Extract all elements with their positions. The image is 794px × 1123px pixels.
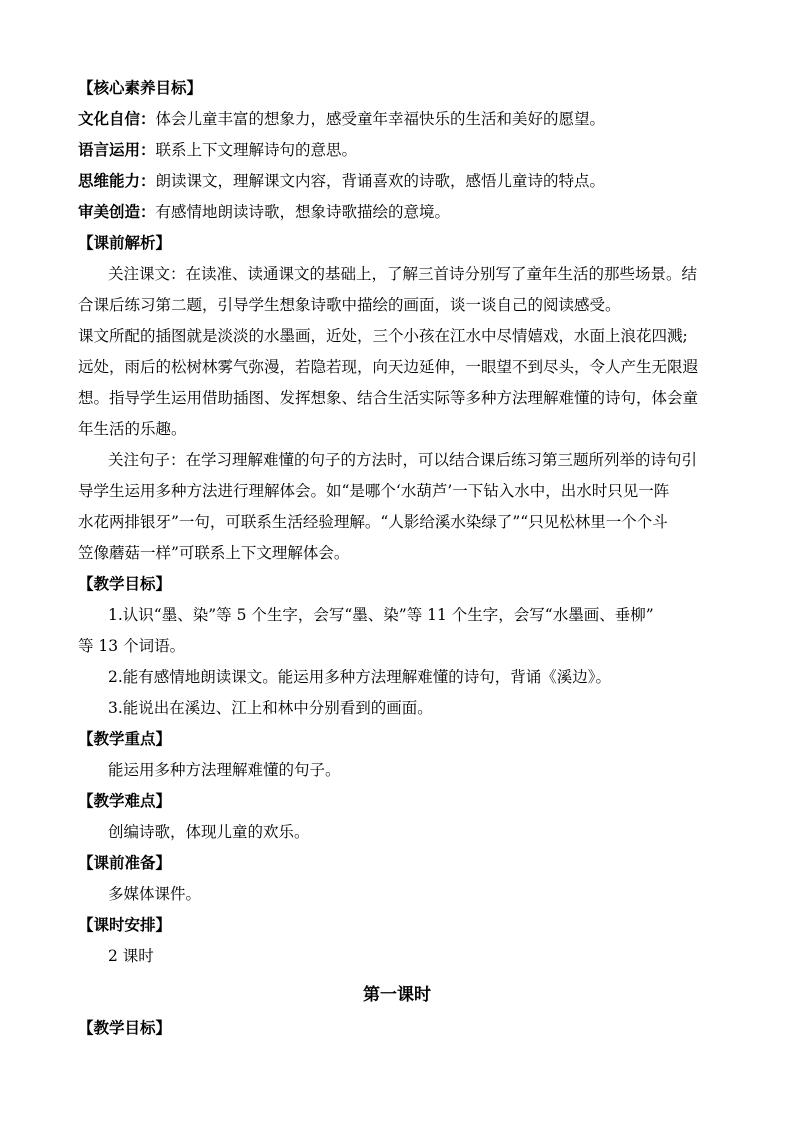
analysis-line: 远处，雨后的松树林雾气弥漫，若隐若现，向天边延伸，一眼望不到尽头，令人产生无限遐 (78, 358, 699, 376)
core-item-text: 朗读课文，理解课文内容，背诵喜欢的诗歌，感悟儿童诗的特点。 (155, 172, 606, 190)
heading-schedule: 【课时安排】 (78, 915, 172, 934)
core-item-label: 文化自信： (78, 109, 156, 128)
core-item-label: 语言运用： (78, 140, 156, 159)
heading-difficulty: 【教学难点】 (78, 791, 172, 810)
heading-preparation: 【课前准备】 (78, 853, 172, 872)
core-item-text: 联系上下文理解诗句的意思。 (155, 141, 358, 159)
heading-key-point: 【教学重点】 (78, 729, 172, 748)
core-item-thinking (78, 171, 728, 191)
heading-core-goals: 【核心素养目标】 (78, 78, 203, 97)
key-point-text: 能运用多种方法理解难懂的句子。 (108, 761, 341, 779)
analysis-line: 关注课文：在读准、读通课文的基础上，了解三首诗分别写了童年生活的那些场景。结 (108, 265, 698, 283)
core-item-language (78, 140, 728, 160)
goal-line: 3.能说出在溪边、江上和林中分别看到的画面。 (108, 699, 433, 717)
analysis-line: 课文所配的插图就是淡淡的水墨画，近处，三个小孩在江水中尽情嬉戏，水面上浪花四溅; (78, 327, 688, 345)
analysis-line: 导学生运用多种方法进行理解体会。如“是哪个‘水葫芦’一下钻入水中，出水时只见一阵 (78, 482, 670, 500)
core-item-aesthetic (78, 202, 728, 222)
analysis-line: 关注句子：在学习理解难懂的句子的方法时，可以结合课后练习第三题所列举的诗句引 (108, 451, 698, 469)
heading-teaching-goals-2: 【教学目标】 (78, 1018, 172, 1037)
goal-line: 等 13 个词语。 (78, 637, 186, 655)
difficulty-text: 创编诗歌，体现儿童的欢乐。 (108, 823, 310, 841)
core-item-text: 有感情地朗读诗歌，想象诗歌描绘的意境。 (155, 203, 451, 221)
goal-line: 2.能有感情地朗读课文。能运用多种方法理解难懂的诗句，背诵《溪边》。 (108, 668, 612, 686)
heading-teaching-goals: 【教学目标】 (78, 574, 172, 593)
analysis-line: 笠像蘑菇一样”可联系上下文理解体会。 (78, 544, 350, 562)
core-item-label: 思维能力： (78, 171, 156, 190)
core-item-culture (78, 109, 728, 129)
analysis-line: 水花两排银牙”一句，可联系生活经验理解。“人影给溪水染绿了”“只见松林里一个个斗 (78, 513, 668, 531)
analysis-line: 合课后练习第二题，引导学生想象诗歌中描绘的画面，谈一谈自己的阅读感受。 (78, 296, 621, 314)
goal-line: 1.认识“墨、染”等 5 个生字，会写“墨、染”等 11 个生字，会写“水墨画、垂柳” (108, 606, 654, 624)
analysis-line: 年生活的乐趣。 (78, 420, 187, 438)
section-title: 第一课时 (363, 985, 431, 1005)
core-item-text: 体会儿童丰富的想象力，感受童年幸福快乐的生活和美好的愿望。 (155, 110, 606, 128)
preparation-text: 多媒体课件。 (108, 885, 202, 903)
heading-analysis: 【课前解析】 (78, 233, 172, 252)
schedule-text: 2 课时 (108, 947, 154, 965)
core-item-label: 审美创造： (78, 202, 156, 221)
analysis-line: 想。指导学生运用借助插图、发挥想象、结合生活实际等多种方法理解难懂的诗句，体会童 (78, 389, 699, 407)
